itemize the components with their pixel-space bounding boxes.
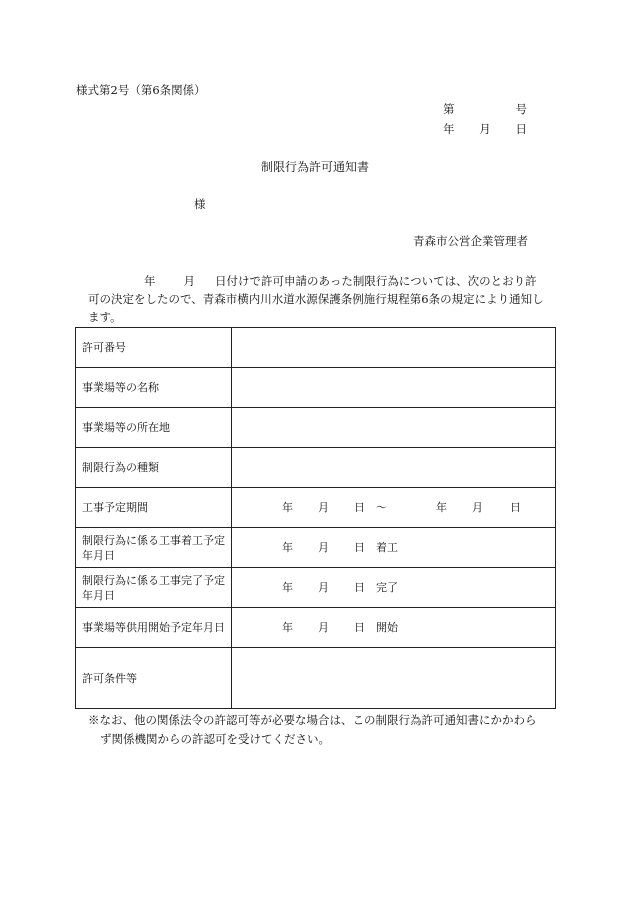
start-year: 年 [282,541,293,554]
body-line2: 可の決定をしたので、青森市横内川水道水源保護条例施行規程第6条の規定により通知し [88,292,544,306]
period-end-day: 日 [510,501,521,514]
table-row [76,328,556,368]
completion-month: 月 [318,581,329,594]
footnote-line1: ※なお、他の関係法令の許認可等が必要な場合は、この制限行為許可通知書にかかわら [88,713,537,727]
table-label: 工事予定期間 [76,488,232,528]
date-month: 月 [479,122,491,136]
table-label: 制限行為に係る工事完了予定年月日 [76,568,232,608]
start-month: 月 [318,541,329,554]
period-start-month: 月 [318,501,329,514]
operation-year: 年 [282,621,293,634]
start-date-value[interactable] [232,528,556,568]
completion-year: 年 [282,581,293,594]
body-line1: 日付けで許可申請のあった制限行為については、次のとおり許 [215,274,537,288]
table-row [76,488,556,528]
table-row [76,408,556,448]
table-label: 事業場等の所在地 [76,408,232,448]
period-end-month: 月 [472,501,483,514]
operation-suffix: 開始 [376,621,398,634]
date-year: 年 [443,122,455,136]
document-number [443,104,527,116]
table-row [76,448,556,488]
table-value[interactable] [232,648,556,709]
period-tilde: ～ [376,501,387,514]
footnote [88,711,558,749]
permit-info-table [75,327,556,709]
table-value[interactable] [232,408,556,448]
table-row [76,368,556,408]
body-text [78,272,558,326]
start-day: 日 [354,541,365,554]
page-title: 制限行為許可通知書 [260,160,369,174]
table-row [76,608,556,648]
completion-date-value[interactable] [232,568,556,608]
table-row [76,568,556,608]
completion-suffix: 完了 [376,581,398,594]
table-value[interactable] [232,448,556,488]
number-suffix: 号 [515,102,527,116]
date-day: 日 [515,122,527,136]
table-label: 事業場等の名称 [76,368,232,408]
operation-start-value[interactable] [232,608,556,648]
table-row [76,528,556,568]
addressee: 様 [194,197,206,211]
footnote-line2: ず関係機関からの許認可を受けてください。 [100,732,330,746]
number-prefix: 第 [443,102,455,116]
body-line3: ます。 [88,310,122,324]
table-label: 許可番号 [76,328,232,368]
construction-period-value[interactable] [232,488,556,528]
table-label: 許可条件等 [76,648,232,709]
form-label: 様式第2号（第6条関係） [76,83,206,97]
table-label: 制限行為の種類 [76,448,232,488]
start-suffix: 着工 [376,541,398,554]
table-value[interactable] [232,328,556,368]
body-year: 年 [144,274,156,288]
issuer: 青森市公営企業管理者 [413,234,528,248]
table-label: 制限行為に係る工事着工予定年月日 [76,528,232,568]
period-start-day: 日 [354,501,365,514]
table-value[interactable] [232,368,556,408]
document-date [443,124,527,136]
operation-day: 日 [354,621,365,634]
period-start-year: 年 [282,501,293,514]
table-row [76,648,556,709]
period-end-year: 年 [436,501,447,514]
completion-day: 日 [354,581,365,594]
body-month: 月 [183,274,195,288]
operation-month: 月 [318,621,329,634]
table-label: 事業場等供用開始予定年月日 [76,608,232,648]
